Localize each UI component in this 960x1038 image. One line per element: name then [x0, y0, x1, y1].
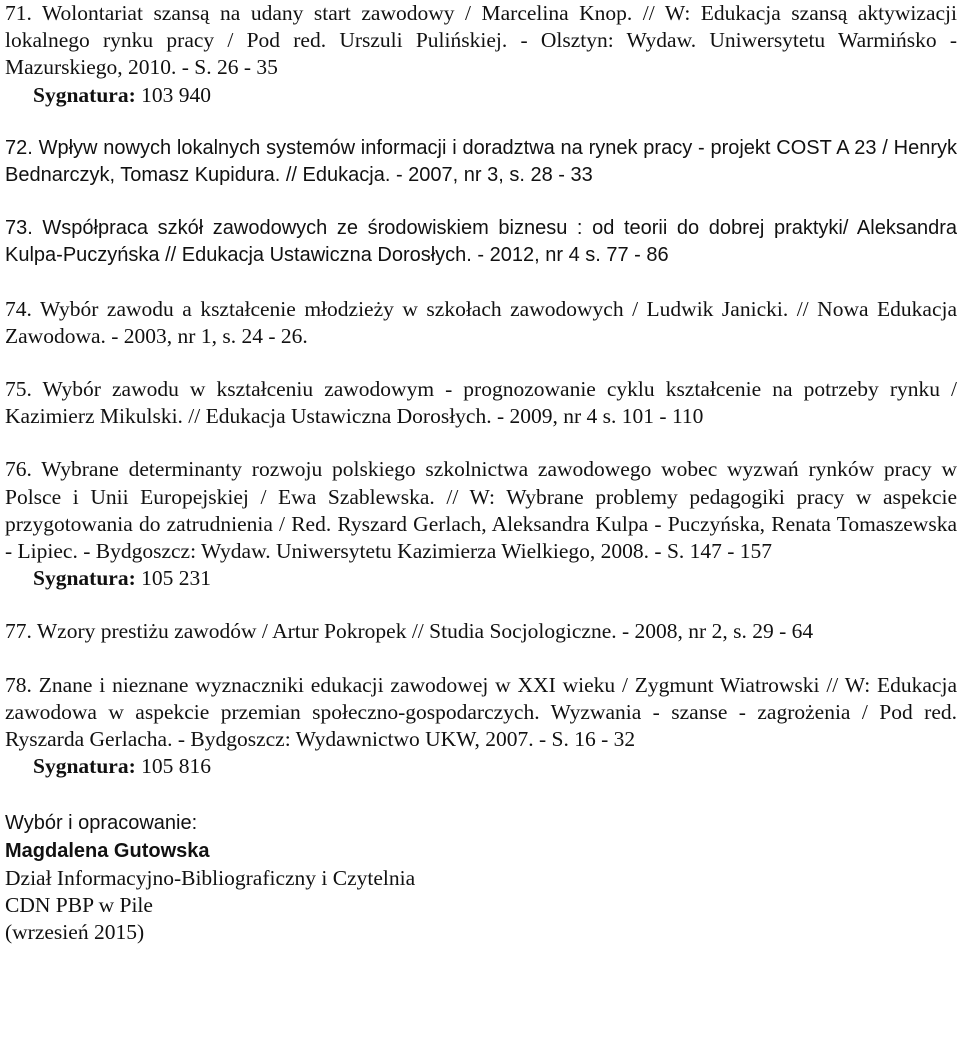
sygnatura-label: Sygnatura: — [33, 754, 136, 779]
sygnatura — [5, 82, 957, 109]
entry-text: 77. Wzory prestiżu zawodów / Artur Pokropek // Studia Socjologiczne. - 2008, nr 2, s. 29 - 64 — [5, 619, 814, 644]
footer-credits — [5, 810, 957, 946]
sygnatura-value: 103 940 — [141, 82, 211, 107]
author-name: Magdalena Gutowska — [5, 839, 210, 862]
bibliography-entry-78 — [5, 672, 957, 781]
bibliography-entry-71 — [5, 0, 957, 109]
department-name: Dział Informacyjno-Bibliograficzny i Czytelnia — [5, 865, 416, 890]
sygnatura-value: 105 231 — [141, 566, 211, 591]
bibliography-page — [5, 0, 957, 946]
sygnatura-label: Sygnatura: — [33, 566, 136, 591]
bibliography-entry-72 — [5, 135, 957, 189]
entry-text: 75. Wybór zawodu w kształceniu zawodowym - prognozowanie cyklu kształcenie na potrzeby rynku / Kazimierz Mikulski. // Edukacja Ustawiczna Dorosłych. - 2009, nr 4 s. 101 - 110 — [5, 377, 957, 429]
sygnatura — [5, 753, 957, 780]
entry-text: 76. Wybrane determinanty rozwoju polskiego szkolnictwa zawodowego wobec wyzwań rynków pracy w Polsce i Unii Europejskiej / Ewa Szablewska. // W: Wybrane problemy pedagogiki pracy w aspekcie przygotowania do zatrudnienia / Red. Ryszard Gerlach, Aleksandra Kulpa - Puczyńska, Renata Tomaszewska - Lipiec. - Bydgoszcz: Wydaw. Uniwersytetu Kazimierza Wielkiego, 2008. - S. 147 - 157 — [5, 457, 957, 564]
bibliography-entry-75 — [5, 376, 957, 430]
entry-text: 71. Wolontariat szansą na udany start zawodowy / Marcelina Knop. // W: Edukacja szansą aktywizacji lokalnego rynku pracy / Pod red. Urszuli Pulińskiej. - Olsztyn: Wydaw. Uniwersytetu Warmińsko - Mazurskiego, 2010. - S. 26 - 35 — [5, 1, 957, 80]
bibliography-entry-77 — [5, 618, 957, 645]
date-note: (wrzesień 2015) — [5, 920, 145, 945]
entry-text: 74. Wybór zawodu a kształcenie młodzieży w szkołach zawodowych / Ludwik Janicki. // Nowa Edukacja Zawodowa. - 2003, nr 1, s. 24 - 26. — [5, 296, 957, 348]
bibliography-entry-74 — [5, 296, 957, 350]
bibliography-entry-76 — [5, 456, 957, 592]
sygnatura-value: 105 816 — [141, 754, 211, 779]
library-name: CDN PBP w Pile — [5, 893, 153, 918]
entry-text: 73. Współpraca szkół zawodowych ze środowiskiem biznesu : od teorii do dobrej praktyki/ Aleksandra Kulpa-Puczyńska // Edukacja Ustawiczna Dorosłych. - 2012, nr 4 s. 77 - 86 — [5, 217, 957, 267]
entry-text: 78. Znane i nieznane wyznaczniki edukacji zawodowej w XXI wieku / Zygmunt Wiatrowski // W: Edukacja zawodowa w aspekcie przemian społeczno-gospodarczych. Wyzwania - szanse - zagrożenia / Pod red. Ryszarda Gerlacha. - Bydgoszcz: Wydawnictwo UKW, 2007. - S. 16 - 32 — [5, 672, 957, 752]
sygnatura — [5, 565, 957, 592]
sygnatura-label: Sygnatura: — [33, 82, 136, 107]
prepared-by-label: Wybór i opracowanie: — [5, 812, 198, 835]
bibliography-entry-73 — [5, 215, 957, 269]
entry-text: 72. Wpływ nowych lokalnych systemów informacji i doradztwa na rynek pracy - projekt COST A 23 / Henryk Bednarczyk, Tomasz Kupidura. // Edukacja. - 2007, nr 3, s. 28 - 33 — [5, 136, 957, 187]
